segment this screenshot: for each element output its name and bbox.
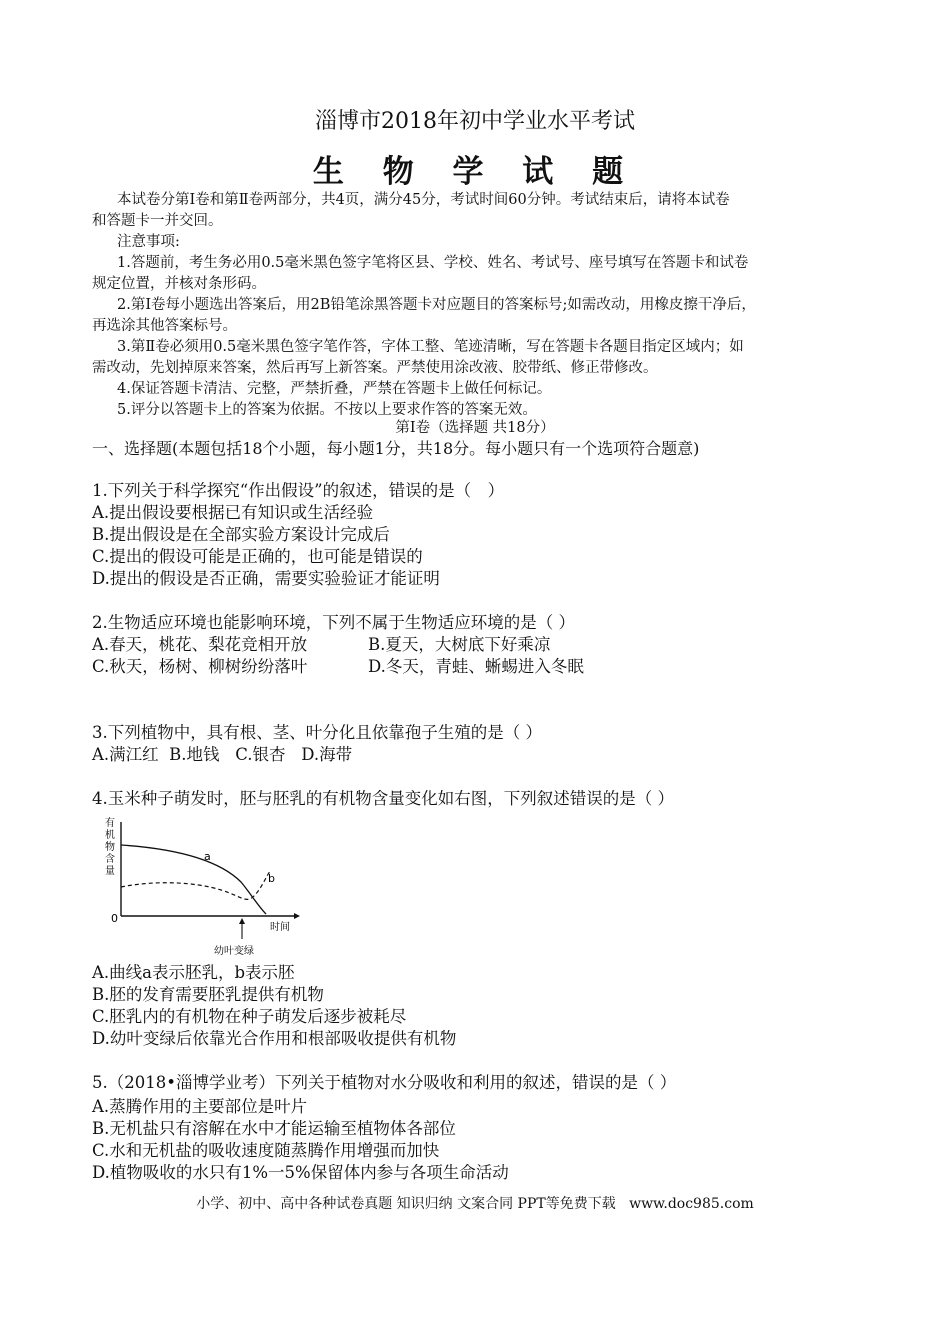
curve-b-label: b (268, 872, 275, 885)
page-subtitle: 生 物 学 试 题 (312, 154, 638, 190)
notice-1a: 1.答题前，考生务必用0.5毫米黑色签字笔将区县、学校、姓名、考试号、座号填写在答题卡和试卷 (117, 255, 749, 271)
q4-option-b: B.胚的发育需要胚乳提供有机物 (92, 985, 324, 1004)
q3-stem: 3.下列植物中，具有根、茎、叶分化且依靠孢子生殖的是（ ） (92, 723, 542, 742)
notice-4: 4.保证答题卡清洁、完整，严禁折叠，严禁在答题卡上做任何标记。 (117, 381, 552, 397)
x-axis-label: 时间 (270, 922, 290, 933)
section-heading: 一、选择题(本题包括18个小题，每小题1分，共18分。每小题只有一个选项符合题意) (92, 439, 700, 458)
ylabel-char: 有 (105, 818, 115, 829)
q1-option-b: B.提出假设是在全部实验方案设计完成后 (92, 525, 390, 544)
page-footer: 小学、初中、高中各种试卷真题 知识归纳 文案合同 PPT等免费下载 www.doc985.com (196, 1196, 754, 1212)
q2-stem: 2.生物适应环境也能影响环境，下列不属于生物适应环境的是（ ） (92, 613, 575, 632)
notice-title: 注意事项: (117, 234, 180, 250)
intro-line-2: 和答题卡一并交回。 (92, 213, 223, 229)
ylabel-char: 含 (105, 854, 115, 865)
curve-b (121, 870, 271, 899)
time-marker-arrowhead (239, 918, 245, 924)
x-axis-arrow (294, 913, 300, 919)
origin-label: 0 (111, 912, 118, 925)
notice-1b: 规定位置，并核对条形码。 (92, 276, 266, 292)
q5-option-b: B.无机盐只有溶解在水中才能运输至植物体各部位 (92, 1119, 456, 1138)
q1-option-c: C.提出的假设可能是正确的，也可能是错误的 (92, 547, 423, 566)
q2-option-b: B.夏天，大树底下好乘凉 (368, 635, 551, 654)
ylabel-char: 量 (105, 866, 115, 877)
q2-option-c: C.秋天，杨树、柳树纷纷落叶 (92, 657, 308, 676)
notice-2a: 2.第Ⅰ卷每小题选出答案后，用2B铅笔涂黑答题卡对应题目的答案标号;如需改动，用橡皮擦干净后， (117, 297, 756, 313)
curve-a (121, 845, 266, 914)
notice-5: 5.评分以答题卡上的答案为依据。不按以上要求作答的答案无效。 (117, 402, 537, 418)
q1-option-d: D.提出的假设是否正确，需要实验验证才能证明 (92, 569, 440, 588)
q2-option-d: D.冬天，青蛙、蜥蜴进入冬眠 (368, 657, 584, 676)
q4-option-c: C.胚乳内的有机物在种子萌发后逐步被耗尽 (92, 1007, 407, 1026)
q5-option-a: A.蒸腾作用的主要部位是叶片 (92, 1097, 308, 1116)
part1-heading: 第Ⅰ卷（选择题 共18分） (395, 420, 555, 436)
q4-stem: 4.玉米种子萌发时，胚与胚乳的有机物含量变化如右图，下列叙述错误的是（ ） (92, 789, 674, 808)
q4-option-d: D.幼叶变绿后依靠光合作用和根部吸收提供有机物 (92, 1029, 457, 1048)
ylabel-char: 机 (105, 830, 115, 841)
q4-option-a: A.曲线a表示胚乳，b表示胚 (92, 963, 295, 982)
q5-stem: 5.（2018•淄博学业考）下列关于植物对水分吸收和利用的叙述，错误的是（ ） (92, 1073, 677, 1092)
ylabel-char: 物 (105, 842, 115, 853)
q5-option-c: C.水和无机盐的吸收速度随蒸腾作用增强而加快 (92, 1141, 440, 1160)
q5-option-d: D.植物吸收的水只有1%一5%保留体内参与各项生命活动 (92, 1163, 509, 1182)
intro-line-1: 本试卷分第Ⅰ卷和第Ⅱ卷两部分，共4页，满分45分，考试时间60分钟。考试结束后，请将本试卷 (117, 192, 730, 208)
curve-a-label: a (204, 850, 211, 863)
page-title: 淄博市2018年初中学业水平考试 (315, 109, 635, 134)
q1-option-a: A.提出假设要根据已有知识或生活经验 (92, 503, 374, 522)
q1-stem: 1.下列关于科学探究“作出假设”的叙述，错误的是（ ） (92, 481, 505, 500)
notice-2b: 再选涂其他答案标号。 (92, 318, 237, 334)
q2-option-a: A.春天，桃花、梨花竞相开放 (92, 635, 308, 654)
q4-figure (96, 812, 306, 962)
notice-3a: 3.第Ⅱ卷必须用0.5毫米黑色签字笔作答，字体工整、笔迹清晰，写在答题卡各题目指定区域内；如 (117, 339, 744, 355)
q3-options: A.满江红 B.地钱 C.银杏 D.海带 (92, 745, 353, 764)
time-marker-label: 幼叶变绿 (214, 946, 254, 957)
notice-3b: 需改动，先划掉原来答案，然后再写上新答案。严禁使用涂改液、胶带纸、修正带修改。 (92, 360, 658, 376)
